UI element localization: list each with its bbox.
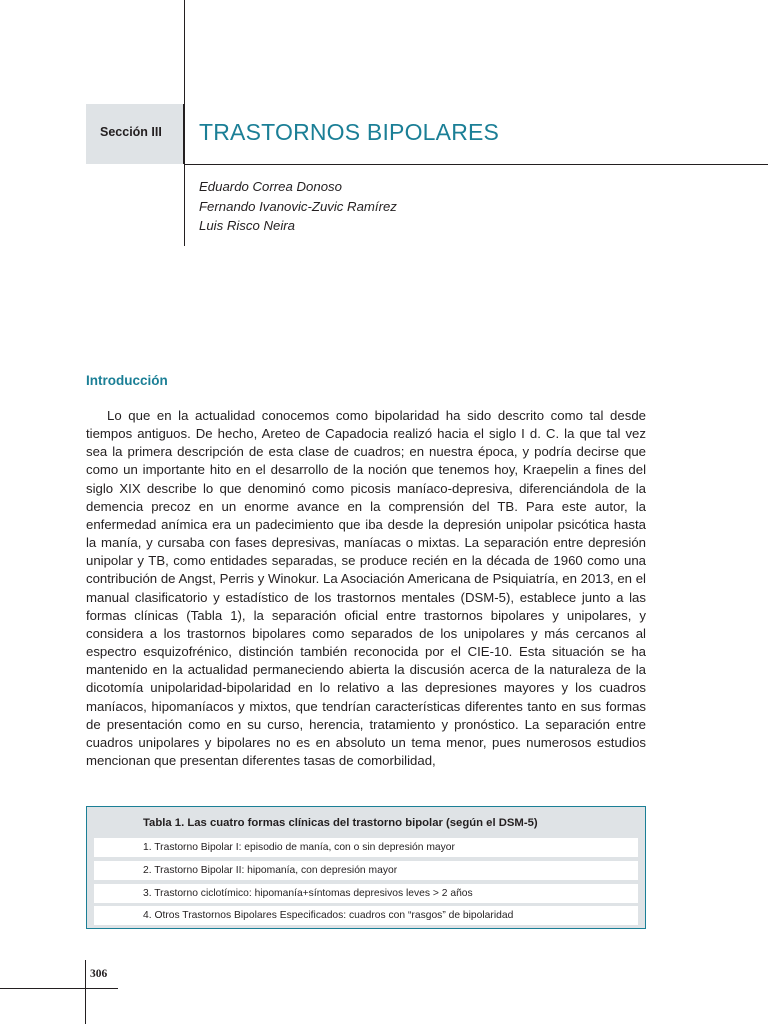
title-rule xyxy=(184,164,768,165)
body-paragraph: Lo que en la actualidad conocemos como bipolaridad ha sido descrito como tal desde tiempos antiguos. De hecho, Areteo de Capadocia realizó hacia el siglo I d. C. la que tal vez sea la primera descripción de esta clase de cuadros; en nuestra época, y podría decirse que como un importante hito en el desarrollo de la noción que tenemos hoy, Kraepelin a fines del siglo XIX describe lo que denominó como picosis maníaco-depresiva, diferenciándola de la demencia precoz en un enorme avance en la comprensión del TB. Para este autor, la enfermedad anímica era un padecimiento que iba desde la depresión unipolar psicótica hasta la manía, y cursaba con fases depresivas, maníacas o mixtas. La separación entre depresión unipolar y TB, como entidades separadas, se produce recién en la década de 1960 como una contribución de Angst, Perris y Winokur. La Asociación Americana de Psiquiatría, en 2013, en el manual clasificatorio y estadístico de los trastornos mentales (DSM-5), establece junto a las formas clínicas (Tabla 1), la separación oficial entre trastornos bipolares y unipolares, y considera a los trastornos bipolares como separados de los unipolares y más cercanos al espectro esquizofrénico, distinción también reconocida por el CIE-10. Esta situación se ha mantenido en la actualidad permaneciendo abierta la discusión acerca de la naturaleza de la dicotomía unipolaridad-bipolaridad en lo relativo a las depresiones mayores y los cuadros maníacos, hipomaníacos y mixtos, que tendrían características diferentes tanto en sus formas de presentación como en su curso, herencia, tratamiento y pronóstico. La separación entre cuadros unipolares y bipolares no es en absoluto un tema menor, pues numerosos estudios mencionan que presentan diferentes tasas de comorbilidad, xyxy=(86,408,646,768)
page-number: 306 xyxy=(90,968,108,980)
author-name: Luis Risco Neira xyxy=(199,218,296,233)
table-row: 1. Trastorno Bipolar I: episodio de manía, con o sin depresión mayor xyxy=(94,838,638,857)
section-heading-introduccion: Introducción xyxy=(86,373,168,388)
table-1 xyxy=(86,806,646,929)
bottom-horizontal-rule xyxy=(0,988,118,989)
table-row: 2. Trastorno Bipolar II: hipomanía, con depresión mayor xyxy=(94,861,638,880)
table-row: 4. Otros Trastornos Bipolares Especificados: cuadros con “rasgos” de bipolaridad xyxy=(94,906,638,925)
section-label: Sección III xyxy=(100,125,162,139)
chapter-title: TRASTORNOS BIPOLARES xyxy=(199,119,500,145)
author-name: Eduardo Correa Donoso xyxy=(199,179,342,194)
author-list xyxy=(199,177,397,236)
bottom-vertical-rule xyxy=(85,960,86,1024)
top-vertical-rule xyxy=(184,0,185,246)
author-name: Fernando Ivanovic-Zuvic Ramírez xyxy=(199,198,397,214)
table-title: Tabla 1. Las cuatro formas clínicas del trastorno bipolar (según el DSM-5) xyxy=(143,817,538,829)
table-row: 3. Trastorno ciclotímico: hipomanía+síntomas depresivos leves > 2 años xyxy=(94,884,638,903)
